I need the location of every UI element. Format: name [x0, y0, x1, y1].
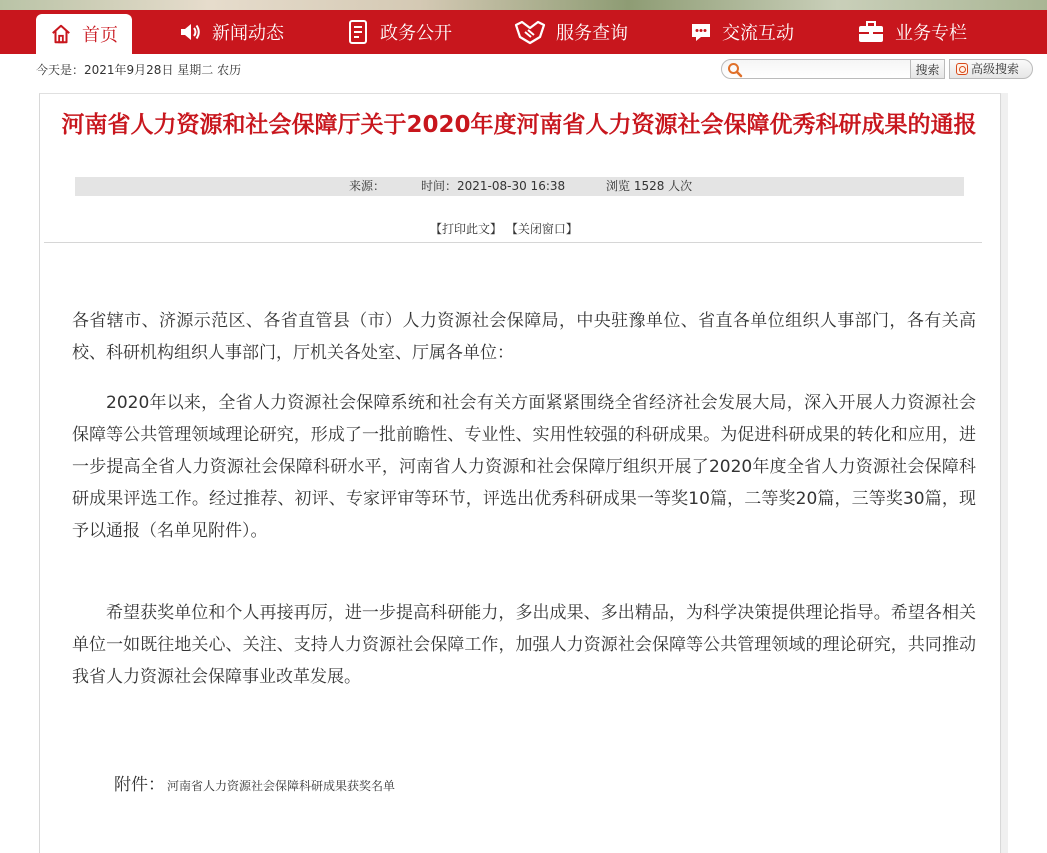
search-bar — [721, 59, 1035, 81]
nav-interaction-label: 交流互动 — [722, 23, 794, 44]
search-button[interactable]: 搜索 — [911, 59, 945, 79]
article-title: 河南省人力资源和社会保障厅关于2020年度河南省人力资源社会保障优秀科研成果的通报 — [61, 112, 977, 138]
nav-interaction[interactable] — [690, 10, 794, 54]
nav-home[interactable] — [36, 14, 132, 54]
attachment-label: 附件： — [114, 775, 165, 795]
nav-news[interactable] — [178, 10, 284, 54]
nav-gov-affairs[interactable] — [348, 10, 452, 54]
current-date: 今天是：2021年9月28日 星期二 农历 — [36, 63, 242, 77]
nav-news-label: 新闻动态 — [212, 23, 284, 44]
document-icon — [348, 19, 370, 45]
handshake-icon — [514, 19, 546, 45]
article-actions — [430, 220, 578, 237]
article-source: 来源： — [349, 179, 386, 193]
nav-service-query-label: 服务查询 — [556, 23, 628, 44]
advanced-search-button[interactable] — [949, 59, 1033, 79]
attachment-row — [114, 770, 395, 795]
header-banner-strip — [0, 0, 1047, 10]
briefcase-icon — [857, 20, 885, 44]
article-time: 时间：2021-08-30 16:38 — [421, 179, 566, 193]
chat-icon — [690, 21, 712, 43]
salutation-paragraph: 各省辖市、济源示范区、各省直管县（市）人力资源社会保障局，中央驻豫单位、省直各单位组织人事部门，各有关高校、科研机构组织人事部门，厅机关各处室、厅属各单位： — [72, 311, 976, 363]
advanced-search-icon — [956, 63, 968, 75]
print-link[interactable]: 【打印此文】 — [430, 222, 503, 236]
article-views: 浏览 1528 人次 — [606, 179, 693, 193]
search-icon — [727, 62, 743, 78]
body-paragraph-2: 希望获奖单位和个人再接再厉，进一步提高科研能力，多出成果、多出精品，为科学决策提供理论指导。希望各相关单位一如既往地关心、关注、支持人力资源社会保障工作，加强人力资源社会保障等公共管理领域的理论研究，共同推动我省人力资源社会保障事业改革发展。 — [72, 603, 976, 687]
title-divider — [44, 242, 982, 243]
panel-shadow — [1002, 93, 1008, 853]
nav-service-query[interactable] — [514, 10, 628, 54]
main-navigation — [0, 10, 1047, 54]
nav-gov-affairs-label: 政务公开 — [380, 23, 452, 44]
search-input[interactable] — [721, 59, 911, 79]
nav-business-column[interactable] — [857, 10, 967, 54]
advanced-search-label: 高级搜索 — [971, 62, 1020, 76]
nav-business-column-label: 业务专栏 — [895, 23, 967, 44]
nav-home-label: 首页 — [82, 25, 118, 46]
close-window-link[interactable]: 【关闭窗口】 — [505, 222, 578, 236]
speaker-icon — [178, 21, 202, 43]
attachment-link[interactable]: 河南省人力资源社会保障科研成果获奖名单 — [167, 779, 396, 793]
body-paragraph-1: 2020年以来，全省人力资源社会保障系统和社会有关方面紧紧围绕全省经济社会发展大局，深入开展人力资源社会保障等公共管理领域理论研究，形成了一批前瞻性、专业性、实用性较强的科研成果。为促进科研成果的转化和应用，进一步提高全省人力资源社会保障科研水平，河南省人力资源和社会保障厅组织开展了2020年度全省人力资源社会保障科研成果评选工作。经过推荐、初评、专家评审等环节，评选出优秀科研成果一等奖10篇，二等奖20篇，三等奖30篇，现予以通报（名单见附件）。 — [72, 393, 976, 541]
article-meta — [75, 177, 964, 196]
home-icon — [50, 23, 72, 45]
